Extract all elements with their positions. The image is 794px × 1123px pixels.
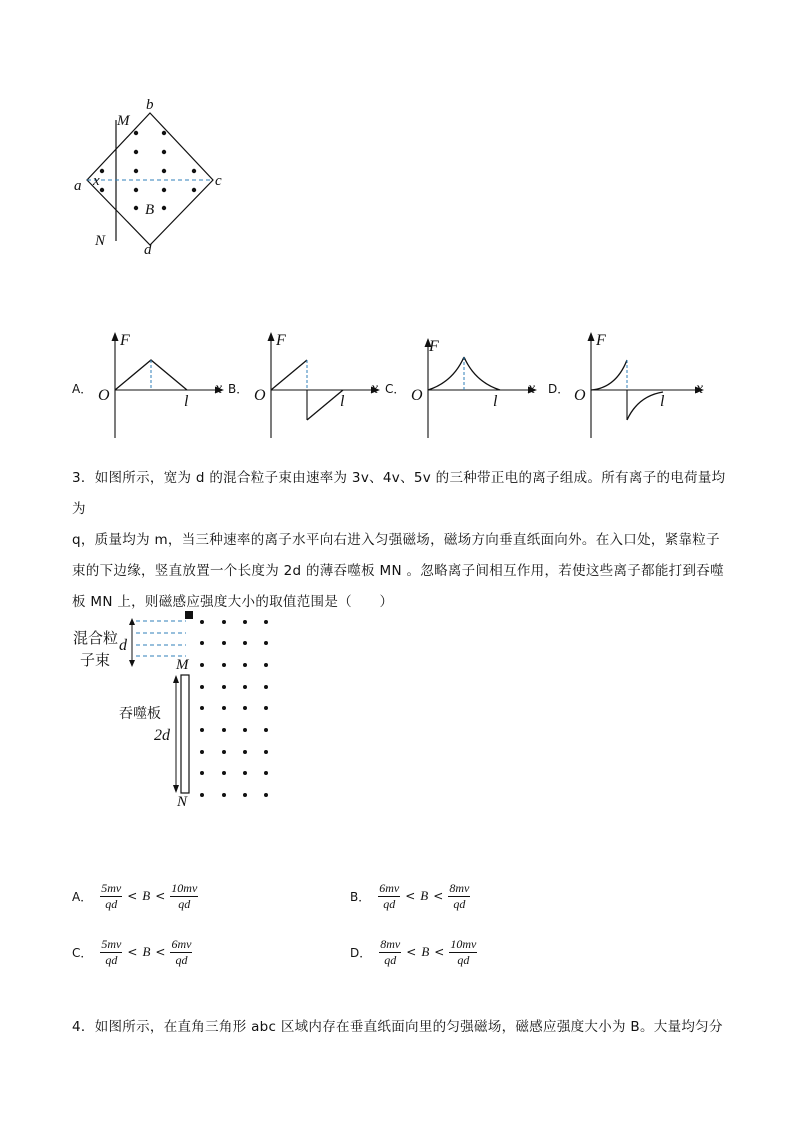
label-d: d (144, 242, 152, 258)
question-3-line-4: 板 MN 上，则磁感应强度大小的取值范围是（ ） (72, 594, 394, 610)
label-a: a (74, 178, 82, 194)
question-3-line-1: 3．如图所示，宽为 d 的混合粒子束由速率为 3v、4v、5v 的三种带正电的离子组成。所有离子的电荷量均为 (72, 470, 726, 517)
axis-l: l (184, 393, 189, 410)
axis-O: O (411, 387, 423, 404)
question-3-line-2: q，质量均为 m，当三种速率的离子水平向右进入匀强磁场，磁场方向垂直纸面向外。在入口处，紧靠粒子 (72, 532, 720, 548)
answer-option-d[interactable] (350, 932, 477, 972)
field-dots (200, 620, 268, 797)
axis-l: l (340, 393, 345, 410)
graph-option-a[interactable] (72, 330, 232, 440)
axis-x: x (528, 380, 536, 397)
answer-option-c[interactable] (72, 932, 192, 972)
answer-option-a[interactable] (72, 876, 198, 916)
left-fraction: $\frac{6mv}{qd}$ (379, 880, 400, 911)
option-expression: $\frac{5mv}{qd}$ < B < $\frac{6mv}{qd}$ (101, 936, 192, 967)
axis-F: F (120, 332, 130, 349)
graph-option-letter: C． (385, 382, 406, 396)
right-fraction: $\frac{6mv}{qd}$ (171, 936, 192, 967)
figure-square-field (70, 95, 230, 265)
axis-l: l (493, 393, 498, 410)
option-expression: $\frac{5mv}{qd}$ < B < $\frac{10mv}{qd}$ (101, 880, 198, 911)
plate-label: 吞噬板 (119, 706, 161, 722)
axis-F: F (596, 332, 606, 349)
option-letter: D． (350, 945, 372, 960)
field-dots (100, 131, 196, 210)
axis-O: O (574, 387, 586, 404)
axis-x: x (696, 380, 704, 397)
axis-x: x (371, 380, 379, 397)
graph-option-letter: D． (548, 382, 570, 396)
label-B: B (145, 202, 155, 218)
label-N: N (177, 794, 188, 810)
right-fraction: $\frac{10mv}{qd}$ (450, 936, 477, 967)
left-fraction: $\frac{5mv}{qd}$ (101, 936, 122, 967)
axis-F: F (276, 332, 286, 349)
beam-label-line-2: 子束 (80, 651, 111, 669)
label-N: N (95, 233, 106, 249)
answer-option-b[interactable] (350, 876, 470, 916)
label-M: M (117, 113, 130, 129)
question-3-line-3: 束的下边缘，竖直放置一个长度为 2d 的薄吞噬板 MN 。忽略离子间相互作用，若使这些离子都能打到吞噬 (72, 563, 724, 579)
figure-particle-beam (72, 605, 292, 815)
right-fraction: $\frac{10mv}{qd}$ (171, 880, 198, 911)
question-4-text (72, 1012, 732, 1043)
axis-F: F (429, 338, 439, 355)
label-d: d (119, 637, 127, 654)
axis-l: l (660, 393, 665, 410)
option-letter: A． (72, 889, 93, 904)
label-x: x (93, 173, 100, 189)
option-letter: C． (72, 945, 93, 960)
label-b: b (146, 97, 154, 113)
question-4-line-1: 4．如图所示，在直角三角形 abc 区域内存在垂直纸面向里的匀强磁场，磁感应强度大小为 B。大量均匀分 (72, 1019, 723, 1035)
option-expression: $\frac{8mv}{qd}$ < B < $\frac{10mv}{qd}$ (380, 936, 477, 967)
label-M: M (176, 657, 189, 673)
option-letter: B． (350, 889, 371, 904)
label-2d: 2d (154, 727, 170, 744)
right-fraction: $\frac{8mv}{qd}$ (449, 880, 470, 911)
graph-option-letter: B． (228, 382, 249, 396)
left-fraction: $\frac{8mv}{qd}$ (380, 936, 401, 967)
left-fraction: $\frac{5mv}{qd}$ (101, 880, 122, 911)
graph-option-c[interactable] (385, 330, 545, 440)
graph-option-b[interactable] (228, 330, 388, 440)
question-3-text (72, 463, 732, 618)
graph-option-letter: A． (72, 382, 93, 396)
option-expression: $\frac{6mv}{qd}$ < B < $\frac{8mv}{qd}$ (379, 880, 470, 911)
beam-label-line-1: 混合粒 (73, 629, 119, 647)
graph-option-d[interactable] (548, 330, 718, 440)
axis-O: O (254, 387, 266, 404)
label-c: c (215, 173, 222, 189)
axis-O: O (98, 387, 110, 404)
axis-x: x (215, 380, 223, 397)
